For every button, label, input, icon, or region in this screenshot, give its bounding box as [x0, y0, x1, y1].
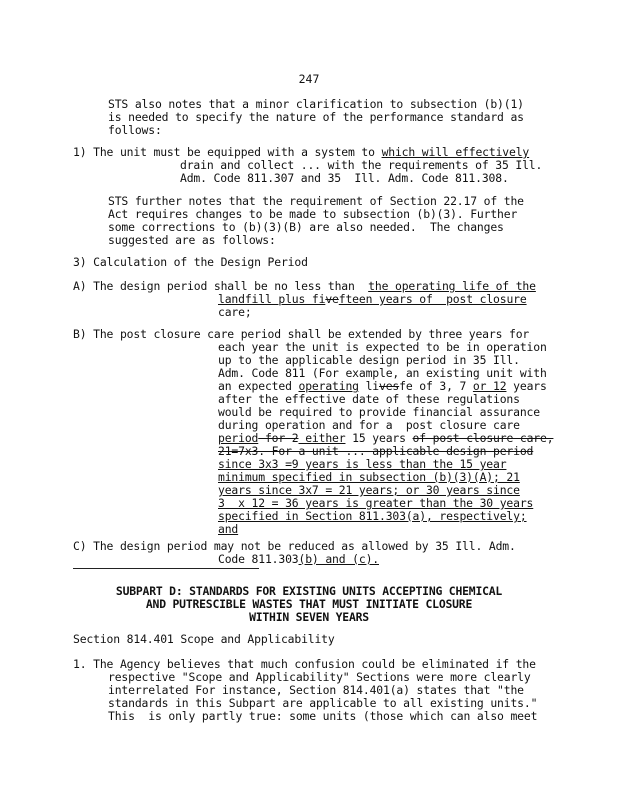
- list-item-line: This is only partly true: some units (those which can also meet: [108, 709, 538, 723]
- list-item-1b: 1. The Agency believes that much confusion could be eliminated if the: [73, 657, 536, 671]
- underlined-line: since 3x3 =9 years is less than the 15 year: [218, 457, 507, 471]
- list-item-line: during operation and for a post closure care: [218, 418, 520, 432]
- struck-deletion: ves: [379, 379, 400, 393]
- struck-deletion: for 2: [258, 431, 299, 445]
- underlined-line: 3 x 12 = 36 years is greater than the 30 years: [218, 496, 534, 510]
- underlined-insertion: the operating life of the: [368, 279, 536, 293]
- underlined-line: and: [218, 522, 239, 536]
- subpart-heading: SUBPART D: STANDARDS FOR EXISTING UNITS ACCEPTING CHEMICAL: [115, 584, 503, 598]
- list-item-line: respective "Scope and Applicability" Sections were more clearly: [108, 670, 531, 684]
- struck-line: 21=7x3. For a unit ... applicable design period: [218, 444, 534, 458]
- subpart-heading: AND PUTRESCIBLE WASTES THAT MUST INITIATE CLOSURE: [145, 597, 473, 611]
- subpart-heading: WITHIN SEVEN YEARS: [249, 610, 369, 624]
- list-item-line: Adm. Code 811 (For example, an existing unit with: [218, 366, 547, 380]
- paragraph-line: Act requires changes to be made to subsection (b)(3). Further: [108, 207, 518, 221]
- list-item-line: an expected operating livesfe of 3, 7 or 12 years: [218, 379, 547, 393]
- paragraph-line: follows:: [108, 123, 162, 137]
- list-item-line: Adm. Code 811.307 and 35 Ill. Adm. Code 811.308.: [180, 171, 509, 185]
- list-item-c: C) The design period may not be reduced as allowed by 35 Ill. Adm.: [73, 539, 516, 553]
- list-item-3: 3) Calculation of the Design Period: [73, 255, 308, 269]
- paragraph-line: STS also notes that a minor clarification to subsection (b)(1): [108, 97, 524, 111]
- list-item-line: care;: [218, 305, 252, 319]
- list-item-line: interrelated For instance, Section 814.401(a) states that "the: [108, 683, 524, 697]
- list-item-line: each year the unit is expected to be in operation: [218, 340, 547, 354]
- paragraph-line: some corrections to (b)(3)(B) are also needed. The changes: [108, 220, 504, 234]
- struck-deletion: of post closure care,: [412, 431, 554, 445]
- list-item-line: drain and collect ... with the requirements of 35 Ill.: [180, 158, 543, 172]
- page-number: 247: [298, 72, 320, 86]
- underlined-line: minimum specified in subsection (b)(3)(A); 21: [218, 470, 520, 484]
- list-item-line: period for 2 either 15 years of post closure care,: [218, 431, 554, 445]
- paragraph-line: suggested are as follows:: [108, 233, 276, 247]
- list-item-line: Code 811.303(b) and (c).: [218, 552, 379, 566]
- list-item-a: A) The design period shall be no less than the operating life of the: [73, 279, 536, 293]
- list-item-line: after the effective date of these regulations: [218, 392, 520, 406]
- underlined-insertion: (b) and (c).: [298, 552, 379, 566]
- list-item-b: B) The post closure care period shall be extended by three years for: [73, 327, 530, 341]
- list-item-line: up to the applicable design period in 35 Ill.: [218, 353, 520, 367]
- list-item-line: would be required to provide financial assurance: [218, 405, 540, 419]
- list-item-line: standards in this Subpart are applicable to all existing units.": [108, 696, 538, 710]
- paragraph-line: is needed to specify the nature of the performance standard as: [108, 110, 524, 124]
- underlined-insertion: which will effectively: [381, 145, 530, 159]
- underlined-line: specified in Section 811.303(a), respectively;: [218, 509, 527, 523]
- list-item-line: landfill plus fivefteen years of post closure: [218, 292, 527, 306]
- section-divider: [73, 568, 259, 569]
- struck-deletion: ve: [325, 292, 339, 306]
- list-item-1: 1) The unit must be equipped with a system to which will effectively: [73, 145, 530, 159]
- section-title: Section 814.401 Scope and Applicability: [73, 632, 335, 646]
- paragraph-line: STS further notes that the requirement of Section 22.17 of the: [108, 194, 524, 208]
- underlined-line: years since 3x7 = 21 years; or 30 years since: [218, 483, 520, 497]
